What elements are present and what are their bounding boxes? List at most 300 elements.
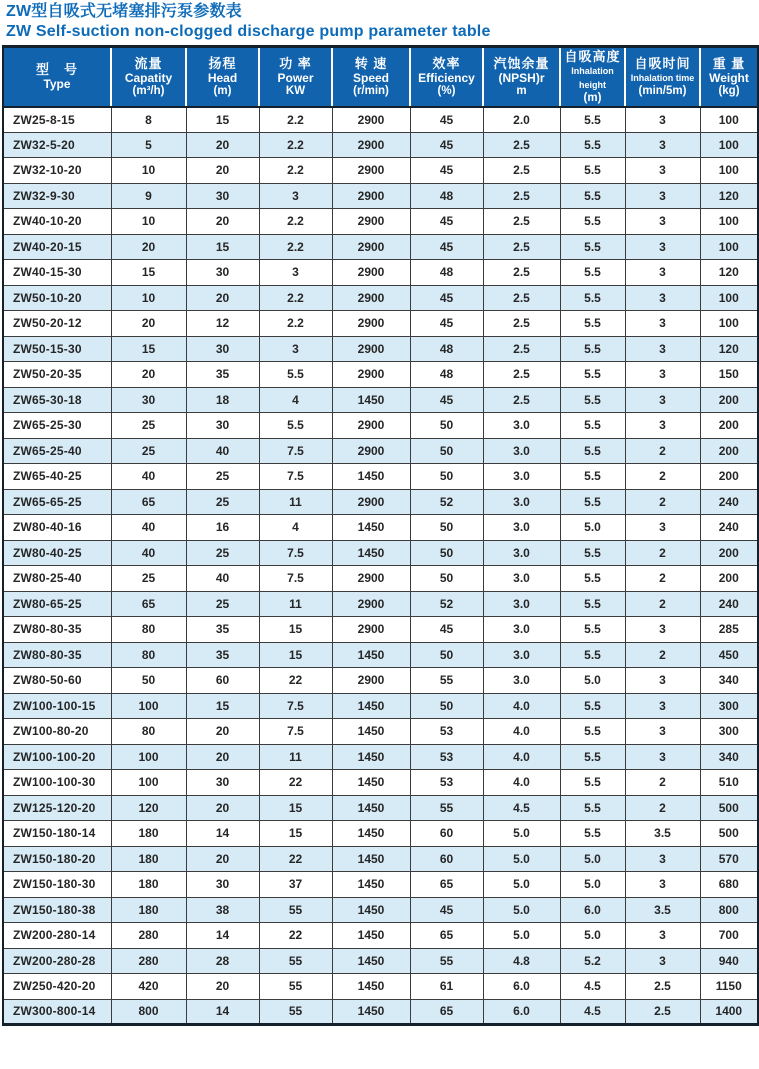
cell-type: ZW80-25-40 xyxy=(3,566,111,592)
cell-efficiency: 45 xyxy=(410,234,483,260)
column-header-inhalation-time-zh-label: 自吸时间 xyxy=(634,55,691,71)
cell-efficiency: 45 xyxy=(410,209,483,235)
cell-npsh: 3.0 xyxy=(483,438,560,464)
cell-inhalation-time: 3 xyxy=(625,209,700,235)
cell-inhalation-height: 4.5 xyxy=(560,974,625,1000)
cell-capacity: 8 xyxy=(111,107,186,133)
cell-inhalation-height: 5.5 xyxy=(560,693,625,719)
table-row xyxy=(3,260,758,286)
cell-power: 55 xyxy=(259,999,332,1025)
cell-type: ZW50-15-30 xyxy=(3,336,111,362)
cell-type: ZW40-10-20 xyxy=(3,209,111,235)
cell-head: 20 xyxy=(186,158,259,184)
cell-type: ZW65-40-25 xyxy=(3,464,111,490)
cell-npsh: 6.0 xyxy=(483,999,560,1025)
cell-efficiency: 50 xyxy=(410,515,483,541)
cell-speed: 1450 xyxy=(332,770,410,796)
cell-head: 30 xyxy=(186,872,259,898)
cell-capacity: 100 xyxy=(111,744,186,770)
cell-npsh: 2.5 xyxy=(483,158,560,184)
cell-power: 22 xyxy=(259,923,332,949)
cell-speed: 2900 xyxy=(332,668,410,694)
cell-head: 20 xyxy=(186,719,259,745)
cell-power: 4 xyxy=(259,515,332,541)
cell-efficiency: 60 xyxy=(410,821,483,847)
cell-head: 12 xyxy=(186,311,259,337)
cell-head: 15 xyxy=(186,693,259,719)
cell-head: 20 xyxy=(186,132,259,158)
cell-inhalation-height: 5.5 xyxy=(560,744,625,770)
cell-weight: 150 xyxy=(700,362,758,388)
cell-type: ZW250-420-20 xyxy=(3,974,111,1000)
cell-head: 15 xyxy=(186,234,259,260)
table-row xyxy=(3,515,758,541)
cell-speed: 1450 xyxy=(332,642,410,668)
cell-inhalation-time: 2 xyxy=(625,566,700,592)
cell-power: 22 xyxy=(259,770,332,796)
table-row xyxy=(3,311,758,337)
cell-type: ZW150-180-30 xyxy=(3,872,111,898)
cell-speed: 2900 xyxy=(332,234,410,260)
cell-capacity: 180 xyxy=(111,897,186,923)
cell-weight: 510 xyxy=(700,770,758,796)
cell-head: 30 xyxy=(186,770,259,796)
cell-inhalation-time: 3 xyxy=(625,515,700,541)
column-header-inhalation-height-unit-label: (m) xyxy=(583,91,602,104)
cell-efficiency: 52 xyxy=(410,489,483,515)
cell-inhalation-height: 5.5 xyxy=(560,132,625,158)
cell-npsh: 3.0 xyxy=(483,591,560,617)
column-header-weight-zh-label: 重 量 xyxy=(712,55,746,71)
cell-inhalation-height: 4.5 xyxy=(560,999,625,1025)
cell-weight: 340 xyxy=(700,668,758,694)
cell-power: 11 xyxy=(259,489,332,515)
cell-inhalation-height: 5.0 xyxy=(560,515,625,541)
cell-power: 11 xyxy=(259,591,332,617)
cell-weight: 120 xyxy=(700,336,758,362)
table-row xyxy=(3,617,758,643)
table-row xyxy=(3,668,758,694)
cell-power: 2.2 xyxy=(259,107,332,133)
cell-efficiency: 55 xyxy=(410,948,483,974)
cell-weight: 300 xyxy=(700,719,758,745)
cell-inhalation-height: 5.0 xyxy=(560,923,625,949)
cell-weight: 200 xyxy=(700,566,758,592)
cell-inhalation-height: 5.5 xyxy=(560,464,625,490)
cell-head: 28 xyxy=(186,948,259,974)
cell-inhalation-height: 5.5 xyxy=(560,311,625,337)
cell-head: 18 xyxy=(186,387,259,413)
cell-weight: 100 xyxy=(700,209,758,235)
cell-inhalation-time: 3 xyxy=(625,311,700,337)
cell-head: 35 xyxy=(186,617,259,643)
cell-speed: 2900 xyxy=(332,566,410,592)
cell-capacity: 280 xyxy=(111,923,186,949)
table-row xyxy=(3,974,758,1000)
table-row xyxy=(3,821,758,847)
cell-capacity: 180 xyxy=(111,872,186,898)
cell-capacity: 280 xyxy=(111,948,186,974)
cell-inhalation-time: 3 xyxy=(625,260,700,286)
cell-head: 20 xyxy=(186,285,259,311)
table-row xyxy=(3,693,758,719)
cell-inhalation-time: 3 xyxy=(625,285,700,311)
cell-capacity: 40 xyxy=(111,515,186,541)
cell-speed: 1450 xyxy=(332,540,410,566)
cell-inhalation-time: 3 xyxy=(625,362,700,388)
cell-inhalation-time: 2.5 xyxy=(625,974,700,1000)
cell-capacity: 180 xyxy=(111,846,186,872)
cell-inhalation-time: 3 xyxy=(625,948,700,974)
cell-weight: 100 xyxy=(700,234,758,260)
cell-efficiency: 50 xyxy=(410,540,483,566)
cell-weight: 100 xyxy=(700,285,758,311)
cell-inhalation-height: 5.5 xyxy=(560,107,625,133)
cell-capacity: 10 xyxy=(111,285,186,311)
cell-efficiency: 52 xyxy=(410,591,483,617)
column-header-npsh-zh-label: 汽蚀余量 xyxy=(493,55,550,71)
cell-npsh: 4.0 xyxy=(483,770,560,796)
cell-npsh: 5.0 xyxy=(483,897,560,923)
cell-speed: 2900 xyxy=(332,617,410,643)
cell-inhalation-time: 3 xyxy=(625,158,700,184)
cell-efficiency: 53 xyxy=(410,744,483,770)
cell-weight: 100 xyxy=(700,132,758,158)
cell-inhalation-time: 3 xyxy=(625,413,700,439)
cell-capacity: 50 xyxy=(111,668,186,694)
cell-speed: 2900 xyxy=(332,489,410,515)
cell-inhalation-height: 5.5 xyxy=(560,209,625,235)
cell-npsh: 2.5 xyxy=(483,336,560,362)
cell-type: ZW50-20-35 xyxy=(3,362,111,388)
cell-npsh: 2.5 xyxy=(483,234,560,260)
cell-npsh: 3.0 xyxy=(483,464,560,490)
table-row xyxy=(3,209,758,235)
column-header-speed-en-label: Speed xyxy=(352,70,389,85)
cell-inhalation-height: 6.0 xyxy=(560,897,625,923)
cell-inhalation-time: 2 xyxy=(625,464,700,490)
cell-capacity: 15 xyxy=(111,260,186,286)
cell-efficiency: 48 xyxy=(410,260,483,286)
cell-weight: 300 xyxy=(700,693,758,719)
cell-inhalation-height: 5.5 xyxy=(560,795,625,821)
cell-inhalation-time: 3 xyxy=(625,719,700,745)
cell-capacity: 40 xyxy=(111,464,186,490)
cell-inhalation-height: 5.5 xyxy=(560,770,625,796)
cell-head: 20 xyxy=(186,744,259,770)
cell-inhalation-time: 3 xyxy=(625,846,700,872)
cell-inhalation-height: 5.5 xyxy=(560,285,625,311)
cell-power: 7.5 xyxy=(259,566,332,592)
column-header-weight-en-label: Weight xyxy=(709,70,749,85)
cell-speed: 1450 xyxy=(332,872,410,898)
cell-power: 5.5 xyxy=(259,413,332,439)
cell-type: ZW100-100-20 xyxy=(3,744,111,770)
cell-type: ZW32-5-20 xyxy=(3,132,111,158)
cell-type: ZW65-30-18 xyxy=(3,387,111,413)
cell-power: 55 xyxy=(259,948,332,974)
cell-type: ZW80-65-25 xyxy=(3,591,111,617)
cell-npsh: 2.5 xyxy=(483,183,560,209)
cell-speed: 2900 xyxy=(332,107,410,133)
cell-efficiency: 53 xyxy=(410,719,483,745)
cell-type: ZW150-180-20 xyxy=(3,846,111,872)
cell-npsh: 3.0 xyxy=(483,642,560,668)
table-row xyxy=(3,846,758,872)
column-header-inhalation-height xyxy=(560,47,625,107)
cell-inhalation-time: 3 xyxy=(625,132,700,158)
table-row xyxy=(3,795,758,821)
cell-weight: 700 xyxy=(700,923,758,949)
cell-type: ZW200-280-14 xyxy=(3,923,111,949)
cell-inhalation-time: 2 xyxy=(625,642,700,668)
column-header-efficiency-zh-label: 效率 xyxy=(432,55,461,71)
cell-capacity: 80 xyxy=(111,719,186,745)
cell-power: 11 xyxy=(259,744,332,770)
cell-type: ZW80-40-25 xyxy=(3,540,111,566)
cell-head: 20 xyxy=(186,846,259,872)
cell-type: ZW40-20-15 xyxy=(3,234,111,260)
column-header-speed xyxy=(332,47,410,107)
cell-weight: 285 xyxy=(700,617,758,643)
table-row xyxy=(3,923,758,949)
cell-capacity: 25 xyxy=(111,438,186,464)
table-row xyxy=(3,158,758,184)
cell-inhalation-time: 3 xyxy=(625,234,700,260)
column-header-head-zh-label: 扬程 xyxy=(208,55,237,71)
cell-head: 14 xyxy=(186,821,259,847)
table-row xyxy=(3,464,758,490)
page-header xyxy=(0,0,759,45)
cell-efficiency: 50 xyxy=(410,566,483,592)
cell-inhalation-height: 5.5 xyxy=(560,642,625,668)
cell-npsh: 2.5 xyxy=(483,260,560,286)
cell-inhalation-time: 2 xyxy=(625,795,700,821)
cell-weight: 570 xyxy=(700,846,758,872)
table-row xyxy=(3,234,758,260)
cell-weight: 800 xyxy=(700,897,758,923)
cell-inhalation-time: 3 xyxy=(625,387,700,413)
table-row xyxy=(3,107,758,133)
cell-efficiency: 61 xyxy=(410,974,483,1000)
table-row xyxy=(3,744,758,770)
cell-type: ZW300-800-14 xyxy=(3,999,111,1025)
cell-speed: 1450 xyxy=(332,948,410,974)
cell-capacity: 9 xyxy=(111,183,186,209)
cell-weight: 340 xyxy=(700,744,758,770)
cell-capacity: 5 xyxy=(111,132,186,158)
cell-npsh: 4.8 xyxy=(483,948,560,974)
cell-inhalation-time: 2 xyxy=(625,540,700,566)
cell-head: 20 xyxy=(186,974,259,1000)
cell-weight: 100 xyxy=(700,158,758,184)
column-header-capacity-en-label: Capatity xyxy=(124,70,173,85)
cell-inhalation-height: 5.5 xyxy=(560,336,625,362)
cell-inhalation-time: 2.5 xyxy=(625,999,700,1025)
cell-npsh: 4.5 xyxy=(483,795,560,821)
cell-type: ZW80-80-35 xyxy=(3,617,111,643)
cell-weight: 450 xyxy=(700,642,758,668)
cell-inhalation-time: 3 xyxy=(625,668,700,694)
cell-efficiency: 45 xyxy=(410,311,483,337)
cell-power: 2.2 xyxy=(259,209,332,235)
table-row xyxy=(3,948,758,974)
cell-capacity: 20 xyxy=(111,234,186,260)
cell-type: ZW80-80-35 xyxy=(3,642,111,668)
cell-efficiency: 45 xyxy=(410,387,483,413)
cell-speed: 1450 xyxy=(332,923,410,949)
cell-inhalation-height: 5.5 xyxy=(560,158,625,184)
cell-speed: 1450 xyxy=(332,795,410,821)
cell-head: 38 xyxy=(186,897,259,923)
cell-power: 2.2 xyxy=(259,132,332,158)
cell-npsh: 3.0 xyxy=(483,540,560,566)
cell-type: ZW200-280-28 xyxy=(3,948,111,974)
cell-inhalation-height: 5.5 xyxy=(560,413,625,439)
table-row xyxy=(3,438,758,464)
cell-speed: 2900 xyxy=(332,311,410,337)
cell-speed: 2900 xyxy=(332,362,410,388)
table-row xyxy=(3,566,758,592)
cell-npsh: 5.0 xyxy=(483,872,560,898)
cell-head: 14 xyxy=(186,999,259,1025)
cell-npsh: 2.5 xyxy=(483,311,560,337)
cell-power: 7.5 xyxy=(259,540,332,566)
cell-head: 20 xyxy=(186,209,259,235)
pump-parameter-table xyxy=(2,45,759,1026)
column-header-head-unit-label: (m) xyxy=(213,84,232,97)
cell-efficiency: 50 xyxy=(410,693,483,719)
cell-power: 55 xyxy=(259,974,332,1000)
column-header-head xyxy=(186,47,259,107)
cell-capacity: 15 xyxy=(111,336,186,362)
cell-capacity: 65 xyxy=(111,591,186,617)
cell-speed: 2900 xyxy=(332,336,410,362)
cell-speed: 1450 xyxy=(332,464,410,490)
cell-inhalation-time: 3 xyxy=(625,872,700,898)
cell-capacity: 25 xyxy=(111,566,186,592)
cell-type: ZW100-100-30 xyxy=(3,770,111,796)
table-row xyxy=(3,336,758,362)
cell-efficiency: 50 xyxy=(410,413,483,439)
cell-capacity: 30 xyxy=(111,387,186,413)
cell-npsh: 2.5 xyxy=(483,209,560,235)
cell-type: ZW150-180-14 xyxy=(3,821,111,847)
cell-npsh: 2.5 xyxy=(483,285,560,311)
cell-inhalation-height: 5.5 xyxy=(560,540,625,566)
cell-head: 30 xyxy=(186,183,259,209)
cell-power: 37 xyxy=(259,872,332,898)
column-header-capacity-unit-label: (m³/h) xyxy=(132,84,165,97)
cell-capacity: 100 xyxy=(111,693,186,719)
cell-weight: 100 xyxy=(700,311,758,337)
cell-type: ZW25-8-15 xyxy=(3,107,111,133)
cell-power: 3 xyxy=(259,336,332,362)
table-row xyxy=(3,285,758,311)
cell-capacity: 80 xyxy=(111,642,186,668)
cell-speed: 2900 xyxy=(332,183,410,209)
cell-inhalation-height: 5.5 xyxy=(560,260,625,286)
cell-power: 2.2 xyxy=(259,285,332,311)
cell-speed: 2900 xyxy=(332,260,410,286)
cell-power: 2.2 xyxy=(259,158,332,184)
table-row xyxy=(3,132,758,158)
cell-type: ZW80-50-60 xyxy=(3,668,111,694)
cell-type: ZW65-25-30 xyxy=(3,413,111,439)
cell-weight: 100 xyxy=(700,107,758,133)
cell-type: ZW65-65-25 xyxy=(3,489,111,515)
cell-speed: 1450 xyxy=(332,515,410,541)
cell-head: 30 xyxy=(186,336,259,362)
cell-type: ZW50-10-20 xyxy=(3,285,111,311)
cell-capacity: 80 xyxy=(111,617,186,643)
cell-efficiency: 48 xyxy=(410,183,483,209)
cell-inhalation-height: 5.5 xyxy=(560,438,625,464)
cell-npsh: 3.0 xyxy=(483,489,560,515)
cell-capacity: 25 xyxy=(111,413,186,439)
cell-inhalation-time: 2 xyxy=(625,770,700,796)
cell-npsh: 2.5 xyxy=(483,132,560,158)
table-row xyxy=(3,897,758,923)
cell-inhalation-height: 5.5 xyxy=(560,719,625,745)
cell-power: 2.2 xyxy=(259,311,332,337)
cell-npsh: 4.0 xyxy=(483,719,560,745)
cell-efficiency: 53 xyxy=(410,770,483,796)
column-header-power xyxy=(259,47,332,107)
cell-power: 15 xyxy=(259,642,332,668)
cell-inhalation-height: 5.5 xyxy=(560,234,625,260)
cell-efficiency: 48 xyxy=(410,336,483,362)
column-header-capacity-zh-label: 流量 xyxy=(134,55,163,71)
cell-efficiency: 50 xyxy=(410,464,483,490)
cell-type: ZW32-9-30 xyxy=(3,183,111,209)
cell-speed: 1450 xyxy=(332,846,410,872)
cell-efficiency: 45 xyxy=(410,617,483,643)
cell-speed: 2900 xyxy=(332,438,410,464)
cell-power: 55 xyxy=(259,897,332,923)
column-header-power-unit-label: KW xyxy=(285,84,306,97)
cell-inhalation-height: 5.5 xyxy=(560,821,625,847)
cell-speed: 1450 xyxy=(332,974,410,1000)
cell-inhalation-height: 5.5 xyxy=(560,183,625,209)
cell-weight: 240 xyxy=(700,489,758,515)
cell-efficiency: 45 xyxy=(410,897,483,923)
cell-inhalation-height: 5.5 xyxy=(560,566,625,592)
cell-efficiency: 45 xyxy=(410,107,483,133)
cell-efficiency: 50 xyxy=(410,642,483,668)
cell-head: 25 xyxy=(186,591,259,617)
column-header-npsh-en-label: (NPSH)r xyxy=(498,70,545,85)
cell-npsh: 4.0 xyxy=(483,744,560,770)
cell-power: 15 xyxy=(259,617,332,643)
column-header-weight-unit-label: (kg) xyxy=(718,84,740,97)
cell-speed: 2900 xyxy=(332,158,410,184)
cell-speed: 2900 xyxy=(332,132,410,158)
table-row xyxy=(3,591,758,617)
cell-npsh: 3.0 xyxy=(483,668,560,694)
cell-weight: 200 xyxy=(700,387,758,413)
column-header-weight xyxy=(700,47,758,107)
cell-power: 15 xyxy=(259,821,332,847)
cell-efficiency: 45 xyxy=(410,285,483,311)
table-row xyxy=(3,999,758,1025)
cell-speed: 2900 xyxy=(332,413,410,439)
cell-speed: 1450 xyxy=(332,387,410,413)
table-row xyxy=(3,489,758,515)
column-header-npsh-unit-label: m xyxy=(516,84,527,97)
column-header-type-zh-label: 型 号 xyxy=(35,62,78,78)
cell-speed: 1450 xyxy=(332,744,410,770)
